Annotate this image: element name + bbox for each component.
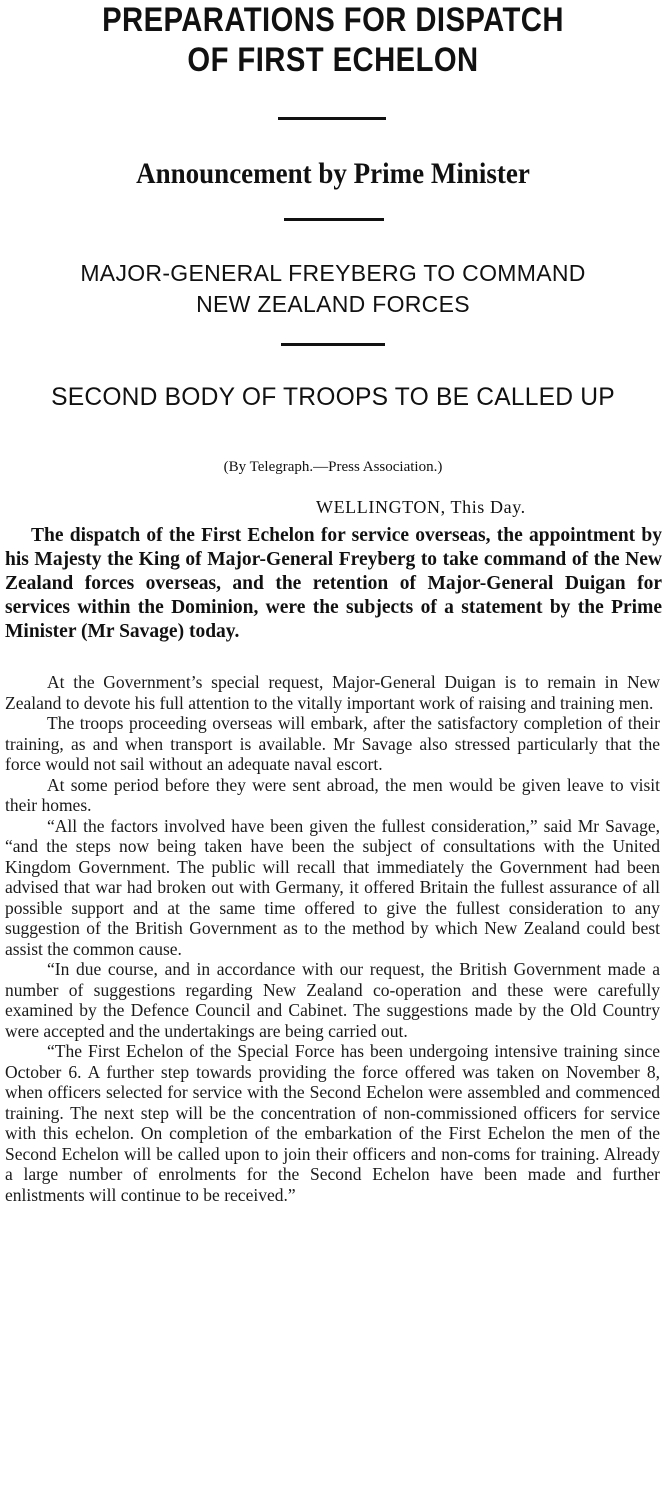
second-deck-headline: SECOND BODY OF TROOPS TO BE CALLED UP xyxy=(51,383,615,411)
subheadline-divider xyxy=(284,218,384,221)
deck-headline xyxy=(0,258,666,320)
deck-headline-line-2: NEW ZEALAND FORCES xyxy=(196,291,470,317)
subheadline: Announcement by Prime Minister xyxy=(136,157,530,190)
dateline: WELLINGTON, This Day. xyxy=(316,497,526,517)
headline-divider xyxy=(278,117,386,120)
body-paragraph: “In due course, and in accordance with our request, the British Government made a number of suggestions regarding New Zealand co-operation and these were carefully examined by the Defence Council and Cabinet. The suggestions made by the Old Country were accepted and the undertakings are being carried out. xyxy=(5,959,660,1041)
main-headline-line-2: OF FIRST ECHELON xyxy=(187,41,479,79)
body-paragraph: “All the factors involved have been given the fullest consideration,” said Mr Savage, “and the steps now being taken have been the subject of consultations with the United Kingdom Government. The public will recall that immediately the Government had been advised that war had broken out with Germany, it offered Britain the fullest assurance of all possible support and at the same time offered to give the fullest consideration to any suggestion of the British Government as to the method by which New Zealand could best assist the common cause. xyxy=(5,815,660,959)
byline: (By Telegraph.—Press Association.) xyxy=(223,459,443,475)
body-paragraph: At some period before they were sent abroad, the men would be given leave to visit their homes. xyxy=(5,774,660,815)
body-paragraph: The troops proceeding overseas will embark, after the satisfactory completion of their training, as and when transport is available. Mr Savage also stressed particularly that the force would not sail without an adequate naval escort. xyxy=(5,713,660,774)
deck-divider xyxy=(281,343,385,346)
body-paragraph: At the Government’s special request, Major-General Duigan is to remain in New Zealand to devote his full attention to the vitally important work of raising and training men. xyxy=(5,672,660,713)
article-body xyxy=(5,672,660,1205)
main-headline-line-1: PREPARATIONS FOR DISPATCH xyxy=(102,1,564,39)
intro-paragraph: The dispatch of the First Echelon for service overseas, the appointment by his Majesty the King of Major-General Freyberg to take command of the New Zealand forces overseas, and the retention of Major-General Duigan for services within the Dominion, were the subjects of a statement by the Prime Minister (Mr Savage) today. xyxy=(5,525,662,642)
main-headline xyxy=(47,0,620,80)
body-paragraph: “The First Echelon of the Special Force has been undergoing intensive training since October 6. A further step towards providing the force offered was taken on November 8, when officers selected for service with the Second Echelon were assembled and commenced training. The next step will be the concentration of non-commissioned officers for service with this echelon. On completion of the embarkation of the First Echelon the men of the Second Echelon will be called upon to join their officers and non-coms for training. Already a large number of enrolments for the Second Echelon have been made and further enlistments will continue to be received.” xyxy=(5,1041,660,1205)
deck-headline-line-1: MAJOR-GENERAL FREYBERG TO COMMAND xyxy=(80,260,586,286)
